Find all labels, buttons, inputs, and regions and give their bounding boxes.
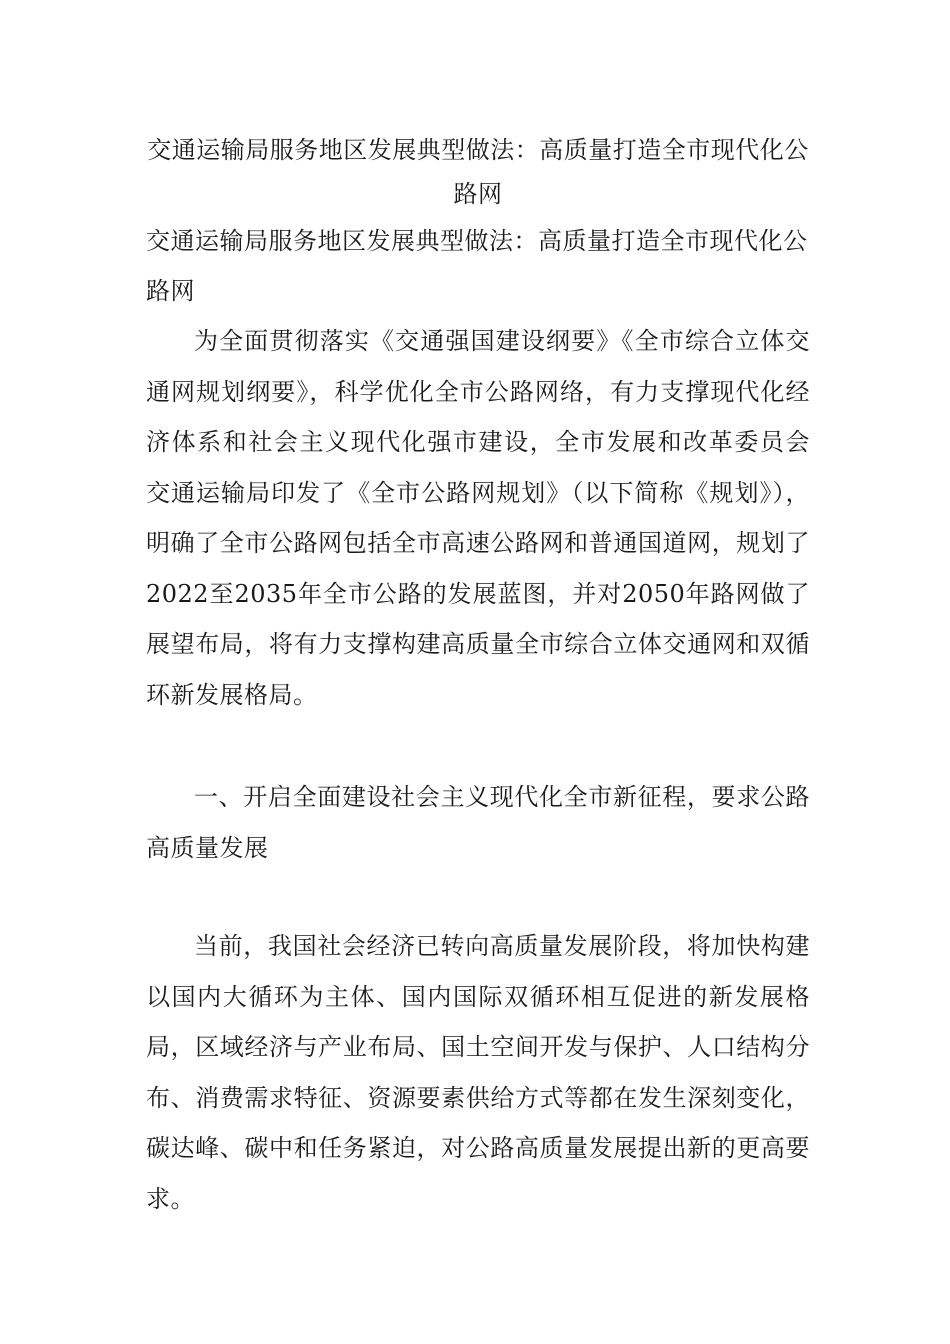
paragraph-current-situation: 当前，我国社会经济已转向高质量发展阶段，将加快构建以国内大循环为主体、国内国际双循环相互促进的新发展格局，区域经济与产业布局、国土空间开发与保护、人口结构分布、消费需求特征、资源要素供给方式等都在发生深刻变化，碳达峰、碳中和任务紧迫，对公路高质量发展提出新的更高要求。	[146, 932, 810, 1213]
paragraph-intro: 为全面贯彻落实《交通强国建设纲要》《全市综合立体交通网规划纲要》，科学优化全市公路网络，有力支撑现代化经济体系和社会主义现代化强市建设，全市发展和改革委员会 交通运输局印发了《全市公路网规划》（以下简称《规划》），明确了全市公路网包括全市高速公路网和普通国道网，规划了2022至2035年全市公路的发展蓝图，并对2050年路网做了展望布局，将有力支撑构建高质量全市综合立体交通网和双循环新发展格局。	[146, 327, 810, 709]
paragraph-spacer	[146, 720, 810, 772]
document-title: 交通运输局服务地区发展典型做法：高质量打造全市现代化公路网	[147, 136, 809, 208]
paragraph-spacer	[146, 873, 810, 921]
document-subtitle: 交通运输局服务地区发展典型做法：高质量打造全市现代化公路网	[146, 227, 808, 305]
section-heading-1: 一、开启全面建设社会主义现代化全市新征程，要求公路高质量发展	[146, 783, 810, 862]
document-page	[146, 128, 810, 1224]
